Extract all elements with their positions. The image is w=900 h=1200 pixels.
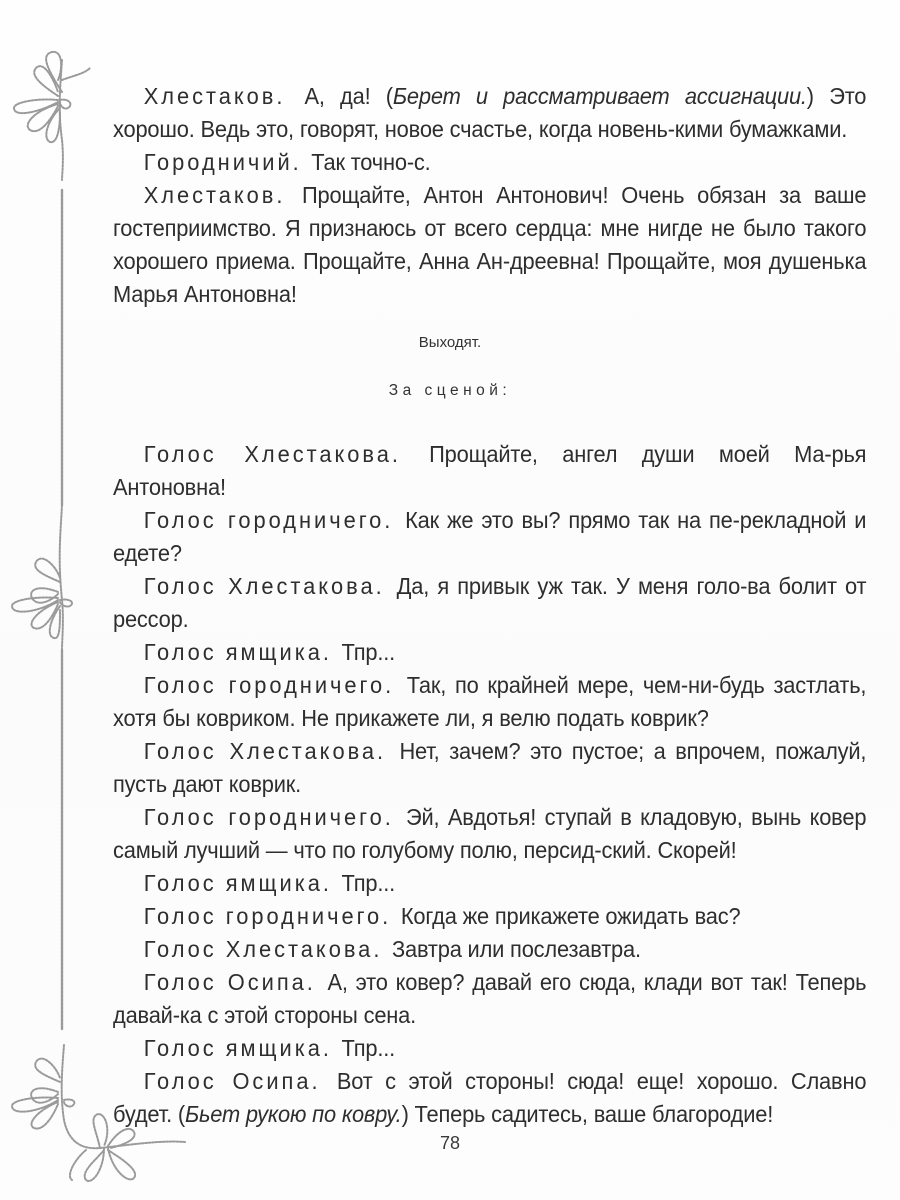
dialogue-text: ) Это хорошо. Ведь это, говорят, новое счастье, когда новень-кими бумажками. (113, 83, 867, 142)
dialogue-text: Завтра или послезавтра. (386, 936, 641, 962)
dialogue-text: А, да! ( (289, 83, 393, 109)
stage-remark: Берет и рассматривает ассигнации. (392, 83, 807, 109)
dialogue-paragraph (113, 669, 866, 735)
dialogue-paragraph (113, 966, 866, 1032)
dialogue-text: А, это ковер? давай его сюда, клади вот так! Теперь давай-ка с этой стороны сена. (113, 969, 867, 1028)
dialogue-paragraph (113, 1032, 866, 1065)
page-number: 78 (439, 1133, 461, 1153)
dialogue-text: Нет, зачем? это пустое; а впрочем, пожалуй, пусть дают коврик. (113, 738, 867, 797)
speaker-name: Голос городничего. (143, 903, 392, 929)
stage-remark: Бьет рукою по ковру. (184, 1101, 402, 1127)
dialogue-text: Тпр... (335, 1035, 395, 1061)
dialogue-paragraph (113, 80, 866, 146)
speaker-name: Голос Хлестакова. (143, 573, 385, 599)
dialogue-paragraph (113, 735, 866, 801)
dialogue-text: Как же это вы? прямо так на пе-рекладной и едете? (113, 507, 867, 566)
speaker-name: Хлестаков. (143, 182, 286, 208)
dialogue-text: Когда же прикажете ожидать вас? (394, 903, 741, 929)
dialogue-paragraph (113, 146, 866, 179)
speaker-name: Хлестаков. (143, 83, 286, 109)
dialogue-voices-section (113, 438, 866, 1131)
speaker-name: Городничий. (143, 149, 302, 175)
dialogue-text: Вот с этой стороны! сюда! еще! хорошо. Славно будет. ( (113, 1068, 867, 1127)
dialogue-top-section (113, 80, 866, 311)
dialogue-paragraph (113, 900, 866, 933)
speaker-name: Голос Хлестакова. (143, 936, 383, 962)
speaker-name: Голос ямщика. (143, 870, 332, 896)
speaker-name: Голос ямщика. (143, 639, 332, 665)
dialogue-text: Прощайте, Антон Антонович! Очень обязан за ваше гостеприимство. Я признаюсь от всего сердца: мне нигде не было такого хорошего приема. Прощайте, Анна Ан-дреевна! Прощайте, моя душенька Марья Антоновна! (113, 182, 867, 307)
dialogue-paragraph (113, 933, 866, 966)
speaker-name: Голос городничего. (143, 507, 394, 533)
dialogue-text: Да, я привык уж так. У меня голо-ва болит от рессор. (113, 573, 867, 632)
dialogue-paragraph (113, 570, 866, 636)
dialogue-text: Так точно-с. (305, 149, 431, 175)
speaker-name: Голос Хлестакова. (143, 441, 401, 467)
stage-direction-exit: Выходят. (418, 334, 482, 351)
dialogue-text: Тпр... (335, 639, 395, 665)
speaker-name: Голос городничего. (143, 672, 395, 698)
dialogue-paragraph (113, 867, 866, 900)
dialogue-paragraph (113, 801, 866, 867)
speaker-name: Голос Осипа. (143, 1068, 321, 1094)
dialogue-text: Эй, Авдотья! ступай в кладовую, вынь ковер самый лучший — что по голубому полю, персид-ский. Скорей! (113, 804, 867, 863)
dialogue-text: Прощайте, ангел души моей Ма-рья Антоновна! (113, 441, 867, 500)
dialogue-paragraph (113, 636, 866, 669)
dialogue-text: Тпр... (335, 870, 395, 896)
dialogue-paragraph (113, 438, 866, 504)
speaker-name: Голос ямщика. (143, 1035, 332, 1061)
dialogue-paragraph (113, 1065, 866, 1131)
dialogue-text: Так, по крайней мере, чем-ни-будь застлать, хотя бы ковриком. Не прикажете ли, я велю подать коврик? (113, 672, 867, 731)
speaker-name: Голос Осипа. (143, 969, 316, 995)
stage-direction-offstage: За сценой: (388, 382, 512, 399)
dialogue-paragraph (113, 504, 866, 570)
speaker-name: Голос городничего. (143, 804, 394, 830)
dialogue-text: ) Теперь садитесь, ваше благородие! (401, 1101, 774, 1127)
speaker-name: Голос Хлестакова. (143, 738, 387, 764)
dialogue-paragraph (113, 179, 866, 311)
